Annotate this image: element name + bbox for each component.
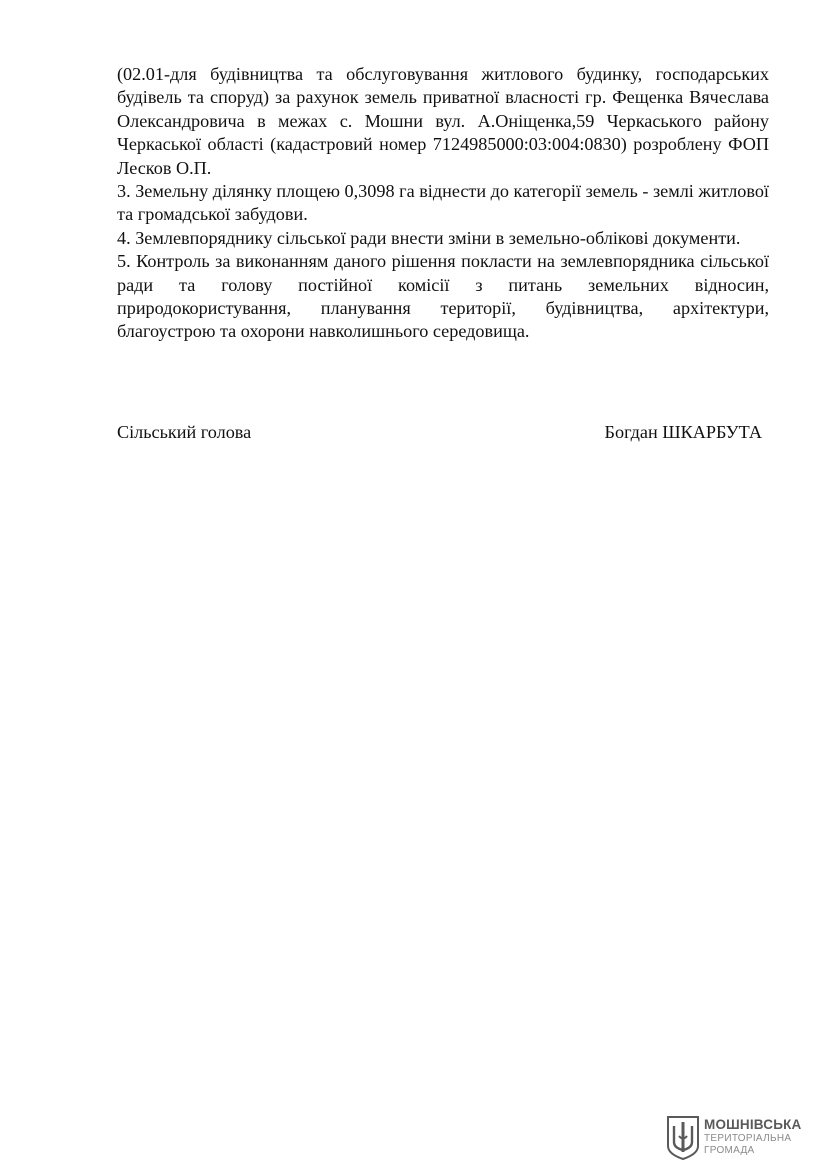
- document-body: [117, 63, 769, 344]
- logo-subtitle-2: ГРОМАДА: [704, 1144, 755, 1156]
- signatory-position: Сільський голова: [117, 422, 252, 442]
- logo-text: [704, 1118, 802, 1156]
- signature-block: [117, 421, 762, 444]
- paragraph-land-purpose: (02.01-для будівництва та обслуговування житлового будинку, господарських будівель та споруд) за рахунок земель приватної власності гр. Фещенка Вячеслава Олександровича в межах с. Мошни вул. А.Оніщенка,59 Черкаського району Черкаської області (кадастровий номер 7124985000:03:004:0830) розроблену ФОП Лесков О.П.: [117, 64, 769, 178]
- paragraph-item-3: 3. Земельну ділянку площею 0,3098 га віднести до категорії земель - землі житлової та громадської забудови.: [117, 181, 769, 225]
- signatory-name: Богдан ШКАРБУТА: [604, 422, 762, 442]
- logo-title: МОШНІВСЬКА: [704, 1117, 802, 1133]
- community-logo: [666, 1112, 811, 1162]
- paragraph-item-5: 5. Контроль за виконанням даного рішення покласти на землевпорядника сільської ради та голову постійної комісії з питань земельних відносин, природокористування, планування території, будівництва, архітектури, благоустрою та охорони навколишнього середовища.: [117, 251, 769, 342]
- paragraph-item-4: 4. Землевпоряднику сільської ради внести зміни в земельно-облікові документи.: [117, 227, 741, 248]
- trident-emblem-icon: [666, 1114, 700, 1160]
- logo-subtitle-1: ТЕРИТОРІАЛЬНА: [704, 1132, 792, 1144]
